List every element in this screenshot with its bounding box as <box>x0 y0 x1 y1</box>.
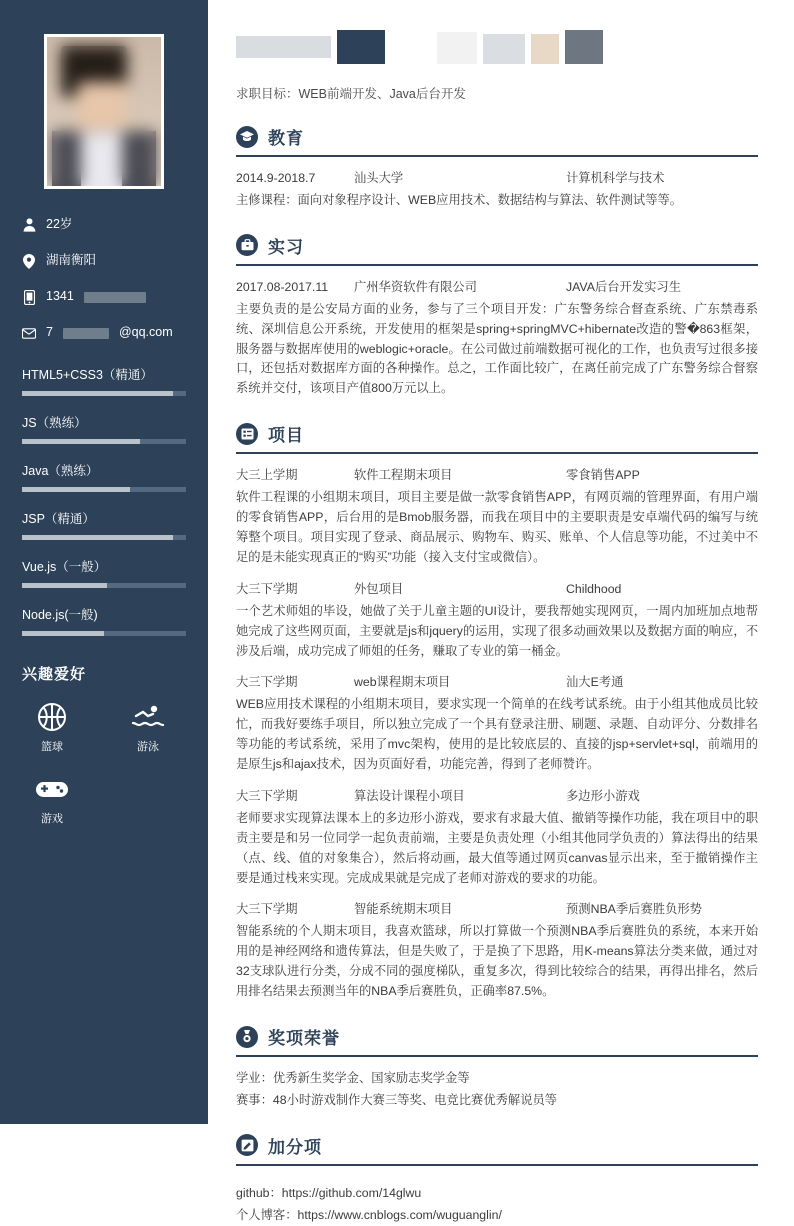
education-major: 计算机科学与技术 <box>566 171 665 185</box>
skill-label: HTML5+CSS3（精通） <box>22 368 153 382</box>
redaction-block <box>565 30 603 64</box>
contact-item-age <box>22 217 186 233</box>
skill-item <box>22 365 186 396</box>
internship-body: 主要负责的是公安局方面的业务，参与了三个项目开发：广东警务综合督查系统、广东禁毒系统、深圳信息公开系统，开发使用的框架是spring+springMVC+hibernate改造的警�863框架，服务器与数据库使用的weblogic+oracle。在公司做过前端数据可视化的工作，也负责写过很多接口，还包括对数据库方面的各种操作。总之，工作面比较广，在离任前完成了广东警务综合督察系统并交付，该项目产值800万元以上。 <box>236 301 758 396</box>
section-rule <box>236 155 758 157</box>
medal-icon <box>236 1026 258 1048</box>
redaction-block <box>437 32 477 64</box>
person-icon <box>22 217 36 233</box>
graduation-cap-icon <box>236 126 258 148</box>
section-header <box>236 1024 758 1049</box>
skill-bar-track <box>22 439 186 444</box>
name-header-redacted <box>236 26 758 72</box>
project-item <box>236 900 758 1002</box>
section-rule <box>236 264 758 266</box>
internship-entry <box>236 278 758 399</box>
redaction-block <box>531 34 559 64</box>
project-item <box>236 466 758 568</box>
section-rule <box>236 1164 758 1166</box>
swimming-icon <box>118 700 178 734</box>
skill-bar-track <box>22 583 186 588</box>
section-header <box>236 1133 758 1158</box>
skill-bar-track <box>22 487 186 492</box>
project-course: 软件工程期末项目 <box>354 468 453 483</box>
skills-list <box>0 361 208 636</box>
contact-location-text: 湖南衡阳 <box>46 253 97 268</box>
section-rule <box>236 452 758 454</box>
name-block-right <box>437 26 603 64</box>
skill-bar-fill <box>22 487 130 492</box>
section-extras <box>236 1133 758 1226</box>
section-header <box>236 233 758 258</box>
education-body: 主修课程：面向对象程序设计、WEB应用技术、数据结构与算法、软件测试等等。 <box>236 192 683 207</box>
skill-item <box>22 461 186 492</box>
hobbies-title: 兴趣爱好 <box>22 666 87 683</box>
name-block-left <box>236 26 385 64</box>
contact-list <box>0 217 208 341</box>
section-title: 项目 <box>268 426 304 446</box>
project-name: 汕大E考通 <box>566 675 624 690</box>
project-body: WEB应用技术课程的小组期末项目，要求实现一个简单的在线考试系统。由于小组其他成员比较忙，而我好要练手项目，所以独立完成了一个具有登录注册、刷题、录题、自动评分、分数排名等功能的考试系统，采用了mvc架构，使用的是比较底层的、直接的jsp+servlet+sql，前端用的是原生js和ajax技术，因为页面好看，功能完善，得到了老师赞许。 <box>236 697 758 772</box>
skill-item <box>22 557 186 588</box>
skill-bar-track <box>22 391 186 396</box>
redaction-block <box>236 36 331 58</box>
phone-icon <box>22 289 36 305</box>
extras-body <box>236 1184 758 1226</box>
project-item <box>236 673 758 775</box>
contact-item-email <box>22 325 186 341</box>
hobby-item <box>118 700 178 754</box>
briefcase-icon <box>236 234 258 256</box>
skill-label: Node.js(一般) <box>22 608 98 622</box>
hobby-label: 篮球 <box>41 741 63 753</box>
project-course: 外包项目 <box>354 581 404 596</box>
project-item <box>236 580 758 662</box>
contact-phone-text: 1341 <box>46 289 74 304</box>
section-awards <box>236 1024 758 1111</box>
internship-date: 2017.08-2017.11 <box>236 279 329 294</box>
project-date: 大三下学期 <box>236 675 298 690</box>
main-content <box>208 0 794 1222</box>
hobby-label: 游戏 <box>41 813 63 825</box>
skill-bar-fill <box>22 535 173 540</box>
project-name: 预测NBA季后赛胜负形势 <box>566 902 702 917</box>
project-item <box>236 787 758 889</box>
awards-body <box>236 1069 758 1111</box>
section-title: 加分项 <box>268 1137 322 1157</box>
email-redaction <box>63 328 109 339</box>
contact-item-phone <box>22 289 186 305</box>
redaction-block <box>483 34 525 64</box>
contact-age-text: 22岁 <box>46 217 73 232</box>
section-title: 教育 <box>268 129 304 148</box>
hobby-label: 游泳 <box>137 741 159 753</box>
mail-icon <box>22 325 36 341</box>
contact-email-prefix: 7 <box>46 325 53 340</box>
skill-item <box>22 509 186 540</box>
skill-label: JS（熟练） <box>22 416 87 430</box>
section-header <box>236 124 758 149</box>
project-date: 大三下学期 <box>236 581 298 596</box>
phone-redaction <box>84 292 146 303</box>
basketball-icon <box>22 700 82 734</box>
footer-white-gap <box>208 1116 794 1124</box>
section-title: 实习 <box>268 237 304 257</box>
section-rule <box>236 1055 758 1057</box>
project-date: 大三下学期 <box>236 788 298 803</box>
section-header <box>236 421 758 446</box>
avatar-image <box>47 37 161 186</box>
internship-company: 广州华资软件有限公司 <box>354 279 477 294</box>
redaction-block <box>337 30 385 64</box>
contact-item-location <box>22 253 186 269</box>
project-body: 软件工程课的小组期末项目，项目主要是做一款零食销售APP，有网页端的管理界面，有用户端的零食销售APP，后台用的是Bmob服务器，而我在项目中的主要职责是安卓端代码的编写与统筹整个项目。项目实现了登录、商品展示、购物车、购买、账单、个人信息等功能，不过美中不足的是未能实现真正的“购买”功能（接入支付宝或微信）。 <box>236 490 758 564</box>
internship-role: JAVA后台开发实习生 <box>566 279 682 294</box>
skill-bar-fill <box>22 583 107 588</box>
hobby-item <box>22 700 82 754</box>
skill-bar-fill <box>22 439 140 444</box>
skill-label: Java（熟练） <box>22 464 99 478</box>
extra-link-blog[interactable]: 个人博客：https://www.cnblogs.com/wuguanglin/ <box>236 1207 502 1222</box>
award-line: 赛事：48小时游戏制作大赛三等奖、电竞比赛优秀解说员等 <box>236 1092 558 1107</box>
hobbies-list <box>0 684 208 844</box>
project-course: web课程期末项目 <box>354 675 451 690</box>
education-date: 2014.9-2018.7 <box>236 171 316 185</box>
job-objective: 求职目标：WEB前端开发、Java后台开发 <box>236 87 466 101</box>
section-education <box>236 124 758 211</box>
sidebar <box>0 0 208 1124</box>
project-course: 算法设计课程小项目 <box>354 788 465 803</box>
extra-link-github[interactable]: github：https://github.com/14glwu <box>236 1185 422 1200</box>
pencil-icon <box>236 1134 258 1156</box>
award-line: 学业：优秀新生奖学金、国家励志奖学金等 <box>236 1071 470 1085</box>
project-name: Childhood <box>566 581 622 596</box>
education-org: 汕头大学 <box>354 171 404 185</box>
project-date: 大三上学期 <box>236 468 298 483</box>
section-internship <box>236 233 758 399</box>
skill-bar-track <box>22 631 186 636</box>
avatar <box>44 34 164 189</box>
project-body: 一个艺术师姐的毕设，她做了关于儿童主题的UI设计，要我帮她实现网页，一周内加班加点地帮她完成了这些网页面，主要就是js和jquery的运用，实现了很多动画效果以及数据方面的响应，不涉及后端，成功完成了师姐的任务，赚取了专业的第一桶金。 <box>236 603 758 658</box>
skill-bar-fill <box>22 391 173 396</box>
list-icon <box>236 423 258 445</box>
hobby-item <box>22 772 82 826</box>
education-entry <box>236 169 758 211</box>
project-name: 多边形小游戏 <box>566 788 640 803</box>
section-title: 奖项荣誉 <box>268 1029 340 1048</box>
project-body: 智能系统的个人期末项目，我喜欢篮球，所以打算做一个预测NBA季后赛胜负的系统，本来开始用的是神经网络和遗传算法，但是失败了，于是换了下思路，用K-means算法分类来做，通过对32支球队进行分类，分成不同的强度梯队，重复多次，得到比较综合的结果，再得出排名，然后用排名结果去预测当年的NBA季后赛胜负，正确率87.5%。 <box>236 924 758 999</box>
skill-item <box>22 605 186 636</box>
skill-label: Vue.js（一般） <box>22 560 107 574</box>
section-projects <box>236 421 758 1002</box>
contact-email-suffix: @qq.com <box>118 325 173 340</box>
skill-bar-track <box>22 535 186 540</box>
skill-label: JSP（精通） <box>22 512 95 526</box>
location-icon <box>22 253 36 269</box>
project-name: 零食销售APP <box>566 468 640 483</box>
project-body: 老师要求实现算法课本上的多边形小游戏，要求有求最大值、撤销等操作功能，我在项目中的职责主要是和另一位同学一起负责前端，主要是负责处理（小组其他同学负责的）算法得出的结果（点、线、值的对象集合），然后将动画，最大值等通过网页canvas显示出来，至于撤销操作主要是通过栈来实现。完成成果就是完成了老师对游戏的要求的功能。 <box>236 810 758 885</box>
skill-bar-fill <box>22 631 104 636</box>
skill-item <box>22 413 186 444</box>
project-course: 智能系统期末项目 <box>354 902 453 917</box>
project-date: 大三下学期 <box>236 902 298 917</box>
gamepad-icon <box>22 772 82 806</box>
